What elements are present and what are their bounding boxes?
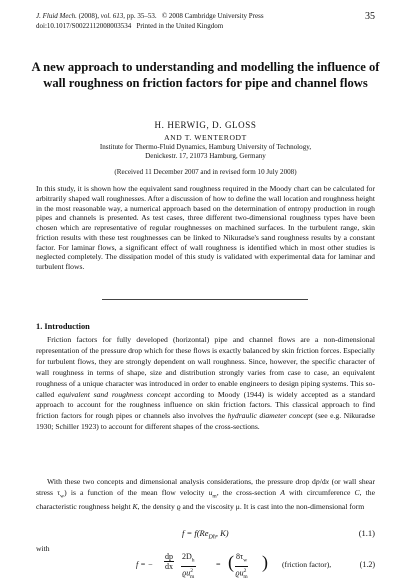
paragraph-text: Friction factors for fully developed (horizontal) pipe and channel flows are a non-dimensional representation of the pressure drop which for these flows is exactly balanced by skin friction forces. Especially for turbulent flows, they are strongly dependent on wall roughness. Since, however, the specific character of wall roughness in terms of shape, size and distribution strongly varies from case to case, an equivalent roughness of a unique character was introduced in order to enable engineers to design piping systems. This so-called	[36, 335, 375, 399]
affiliation-line-2: Denickestr. 17, 21073 Hamburg, Germany	[145, 152, 266, 161]
math-symbol: u	[208, 487, 213, 497]
journal-pages: pp. 35–53.	[125, 12, 157, 20]
running-header	[36, 12, 376, 31]
fraction-numerator	[181, 552, 196, 567]
emphasis-term: equivalent sand roughness concept	[58, 389, 171, 399]
equation-lhs: f = −	[136, 560, 154, 569]
author-list	[30, 120, 381, 143]
affiliation-line-1: Institute for Thermo-Fluid Dynamics, Hamburg University of Technology,	[99, 143, 312, 151]
paragraph-text: , the cross-section	[216, 487, 281, 497]
received-dates: (Received 11 December 2007 and in revised form 10 July 2008)	[114, 168, 297, 176]
equation-1-1	[36, 528, 375, 540]
equation-number: (1.2)	[359, 560, 375, 569]
math-text: 8τ	[236, 552, 244, 561]
fraction-numerator	[235, 552, 248, 567]
math-symbol: C	[354, 487, 360, 497]
fraction-8tau-rho-u2	[235, 552, 248, 582]
math-subscript: m	[212, 493, 217, 500]
separator-rule	[102, 299, 308, 300]
fraction-denominator	[235, 567, 248, 582]
section-heading: 1. Introduction	[36, 322, 90, 331]
paragraph-text: /d	[319, 477, 326, 486]
authors-line-2: AND T. WENTERODT	[164, 132, 247, 142]
equation-subscript: Dh	[208, 534, 216, 541]
journal-name: J. Fluid Mech.	[36, 12, 77, 20]
fraction-denominator	[181, 567, 196, 582]
fraction-dp-dx	[164, 552, 174, 571]
intro-paragraph-1	[36, 335, 375, 433]
journal-year: (2008),	[76, 12, 101, 20]
math-subscript: w	[243, 557, 248, 564]
math-symbol: A	[280, 487, 285, 497]
math-symbol: x	[325, 477, 330, 486]
math-text: ϱu	[182, 568, 191, 578]
equation-text: f = f(Re	[182, 528, 209, 538]
emphasis-term: hydraulic diameter concept	[227, 411, 313, 421]
affiliation	[30, 143, 381, 162]
equation-number: (1.1)	[358, 528, 375, 538]
journal-volume: vol. 613,	[100, 12, 126, 20]
printed-notice: Printed in the United Kingdom	[136, 21, 224, 30]
paragraph-text: ) is a function of the mean flow velocity	[64, 487, 209, 497]
page-number: 35	[365, 11, 375, 22]
paren-close: )	[262, 552, 268, 572]
paragraph-text: (see e.g. Nikuradse 1930; Schiller 1923) to account for different shapes of the cross-sections.	[36, 411, 375, 432]
authors-line-1: H. HERWIG, D. GLOSS	[154, 120, 257, 130]
fraction-denominator: dx	[165, 562, 173, 571]
math-symbol: K	[132, 502, 138, 512]
doi-line	[36, 22, 376, 32]
paren-open: (	[228, 552, 234, 572]
equation-label: (friction factor),	[282, 560, 332, 569]
equals-sign: =	[216, 560, 221, 569]
paragraph-text: With these two concepts and dimensional analysis considerations, the pressure drop d	[47, 477, 316, 486]
equation-1-2	[36, 552, 375, 578]
citation-line	[36, 12, 376, 22]
paper-title: A new approach to understanding and modelling the influence of wall roughness on friction factors for pipe and channel flows	[31, 60, 380, 90]
paragraph-text: (or wall shear stress τ	[36, 477, 375, 497]
paragraph-text: , the characteristic roughness height	[36, 487, 375, 512]
math-subscript: h	[191, 557, 195, 564]
math-text: ϱu	[235, 568, 244, 578]
paragraph-text: according to Moody (1944) is widely accepted as a standard approach to account for the roughness influence on skin friction factors. This classical approach to find friction factors for rough pipes or channels also involves the	[36, 389, 375, 421]
equation-1-1-body	[182, 528, 229, 541]
abstract: In this study, it is shown how the equivalent sand roughness required in the Moody chart can be calculated for arbitrarily shaped wall roughnesses. After a discussion of how to define the wall location and roughness height in the most reasonable way, a numerical approach based on the determination of entropy production in rough pipes and channels is presented. As test cases, three different two-dimensional roughness types have been chosen which are representative of regular roughnesses on machined surfaces. In the turbulent range, skin friction results with these test roughnesses can be linked to Nikuradse's sand roughness results by a constant factor. For laminar flows, a significant effect of wall roughness is identified which in most other studies is neglected completely. The dissipation model of this study is validated with experimental data for laminar and turbulent flows.	[36, 184, 375, 271]
paragraph-text: , the density ϱ and the viscosity μ. It is cast into the non-dimensional form	[137, 502, 365, 512]
math-superscript: 2	[243, 567, 247, 574]
paragraph-text: with circumference	[284, 487, 355, 497]
math-symbol: p	[315, 477, 320, 486]
math-subscript: m	[243, 573, 248, 580]
math-superscript: 2	[190, 567, 194, 574]
copyright-notice: © 2008 Cambridge University Press	[161, 12, 264, 20]
fraction-2dh-rho-u2	[181, 552, 196, 582]
with-label: with	[36, 544, 50, 553]
doi: doi:10.1017/S0022112008003534	[36, 21, 132, 30]
math-text: 2D	[182, 552, 192, 561]
equation-text: , K)	[215, 528, 229, 538]
math-subscript: m	[190, 573, 195, 580]
math-subscript: w	[60, 493, 65, 500]
fraction-numerator: dp	[165, 552, 173, 561]
intro-paragraph-2	[36, 477, 375, 513]
